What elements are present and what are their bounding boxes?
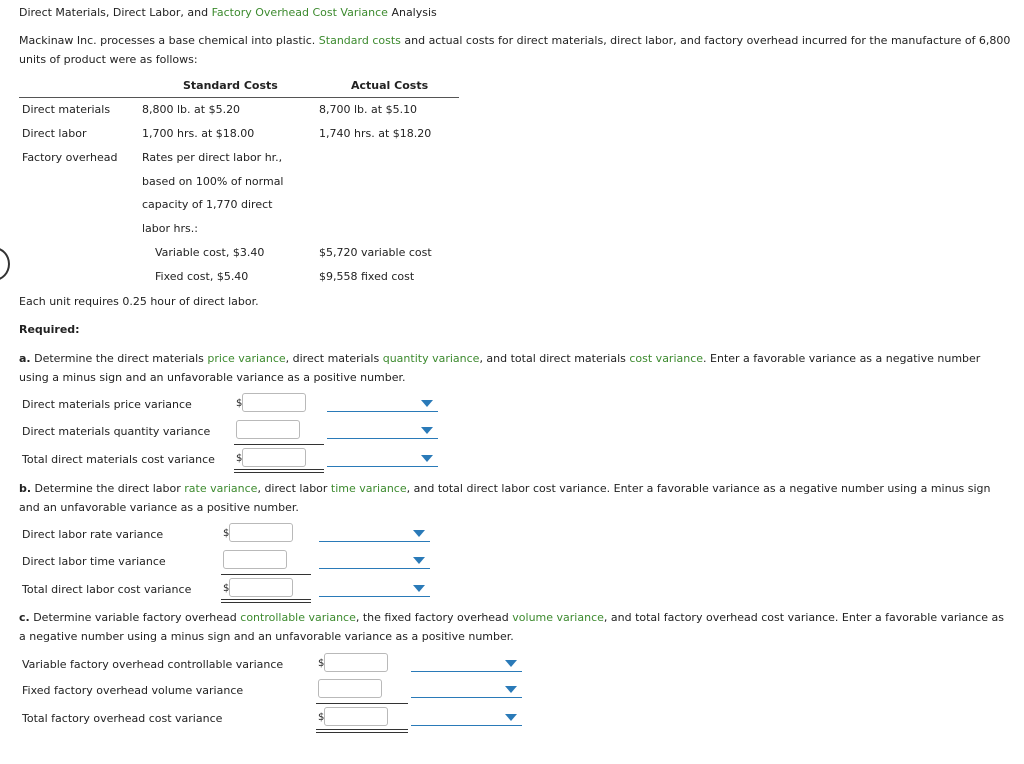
standard-direct-labor: 1,700 hrs. at $18.00: [142, 127, 255, 140]
currency-symbol: $: [236, 398, 243, 409]
side-tab-circle[interactable]: [0, 247, 10, 281]
dm-total-variance-label: Total direct materials cost variance: [22, 453, 215, 466]
currency-symbol: $: [223, 583, 230, 594]
overhead-rate-line: based on 100% of normal: [142, 175, 284, 188]
total-double-underline: [221, 599, 311, 603]
foh-total-variance-select[interactable]: [411, 710, 522, 726]
row-label-factory-overhead: Factory overhead: [22, 151, 118, 164]
foh-total-variance-label: Total factory overhead cost variance: [22, 712, 223, 725]
dl-rate-variance-input[interactable]: [229, 523, 293, 542]
chevron-down-icon: [413, 530, 425, 537]
dl-time-variance-input[interactable]: [223, 550, 287, 569]
foh-volume-variance-label: Fixed factory overhead volume variance: [22, 684, 244, 697]
foh-volume-variance-select[interactable]: [411, 682, 522, 698]
cost-variance-link[interactable]: cost variance: [629, 352, 704, 365]
foh-controllable-variance-input[interactable]: [324, 653, 388, 672]
subtotal-underline: [234, 444, 324, 445]
price-variance-link[interactable]: price variance: [207, 352, 286, 365]
dm-price-variance-select[interactable]: [327, 396, 438, 412]
chevron-down-icon: [413, 585, 425, 592]
currency-symbol: $: [318, 712, 325, 723]
chevron-down-icon: [413, 557, 425, 564]
currency-symbol: $: [223, 528, 230, 539]
actual-costs-header: Actual Costs: [351, 79, 429, 92]
controllable-variance-link[interactable]: controllable variance: [240, 611, 356, 624]
actual-fixed-cost: $9,558 fixed cost: [319, 270, 415, 283]
standard-fixed-cost: Fixed cost, $5.40: [155, 270, 249, 283]
overhead-rate-line: labor hrs.:: [142, 222, 198, 235]
dm-quantity-variance-select[interactable]: [327, 423, 438, 439]
direct-labor-note: Each unit requires 0.25 hour of direct labor.: [19, 295, 259, 308]
volume-variance-link[interactable]: volume variance: [512, 611, 604, 624]
dl-time-variance-select[interactable]: [319, 553, 430, 569]
chevron-down-icon: [505, 686, 517, 693]
part-c-instructions: c. Determine variable factory overhead controllable variance, the fixed factory overhead volume variance, and total factory overhead cost variance. Enter a favorable variance as a negative number using a minus sign and an unfavorable variance as a positive number.: [19, 611, 1004, 643]
standard-costs-link[interactable]: Standard costs: [318, 34, 401, 47]
dm-quantity-variance-input[interactable]: [236, 420, 300, 439]
subtotal-underline: [221, 574, 311, 575]
overhead-rate-line: capacity of 1,770 direct: [142, 198, 273, 211]
dm-quantity-variance-label: Direct materials quantity variance: [22, 425, 211, 438]
total-double-underline: [234, 469, 324, 473]
dm-total-variance-input[interactable]: [242, 448, 306, 467]
dl-rate-variance-label: Direct labor rate variance: [22, 528, 164, 541]
dl-rate-variance-select[interactable]: [319, 526, 430, 542]
currency-symbol: $: [236, 453, 243, 464]
table-header-rule: [19, 97, 459, 98]
row-label-direct-labor: Direct labor: [22, 127, 87, 140]
page-title: Direct Materials, Direct Labor, and Factory Overhead Cost Variance Analysis: [19, 6, 437, 19]
intro-paragraph: Mackinaw Inc. processes a base chemical into plastic. Standard costs and actual costs for direct materials, direct labor, and factory overhead incurred for the manufacture of 6,800 units of product were as follows:: [19, 34, 1011, 66]
actual-direct-labor: 1,740 hrs. at $18.20: [319, 127, 432, 140]
standard-variable-cost: Variable cost, $3.40: [155, 246, 265, 259]
foh-controllable-variance-label: Variable factory overhead controllable variance: [22, 658, 284, 671]
glossary-link[interactable]: Factory Overhead Cost Variance: [211, 6, 388, 19]
chevron-down-icon: [505, 714, 517, 721]
dm-price-variance-label: Direct materials price variance: [22, 398, 192, 411]
dm-total-variance-select[interactable]: [327, 451, 438, 467]
foh-controllable-variance-select[interactable]: [411, 656, 522, 672]
dm-price-variance-input[interactable]: [242, 393, 306, 412]
required-heading: Required:: [19, 323, 80, 336]
dl-total-variance-label: Total direct labor cost variance: [22, 583, 192, 596]
foh-volume-variance-input[interactable]: [318, 679, 382, 698]
standard-costs-header: Standard Costs: [183, 79, 278, 92]
foh-total-variance-input[interactable]: [324, 707, 388, 726]
dl-total-variance-select[interactable]: [319, 581, 430, 597]
actual-variable-cost: $5,720 variable cost: [319, 246, 432, 259]
part-b-instructions: b. Determine the direct labor rate variance, direct labor time variance, and total direct labor cost variance. Enter a favorable variance as a negative number using a minus sign and an unfavorable variance as a positive number.: [19, 482, 991, 514]
chevron-down-icon: [421, 455, 433, 462]
chevron-down-icon: [505, 660, 517, 667]
overhead-rate-line: Rates per direct labor hr.,: [142, 151, 283, 164]
row-label-direct-materials: Direct materials: [22, 103, 111, 116]
chevron-down-icon: [421, 427, 433, 434]
currency-symbol: $: [318, 658, 325, 669]
dl-time-variance-label: Direct labor time variance: [22, 555, 166, 568]
subtotal-underline: [316, 703, 408, 704]
standard-direct-materials: 8,800 lb. at $5.20: [142, 103, 241, 116]
quantity-variance-link[interactable]: quantity variance: [382, 352, 480, 365]
rate-variance-link[interactable]: rate variance: [184, 482, 258, 495]
chevron-down-icon: [421, 400, 433, 407]
part-a-instructions: a. Determine the direct materials price variance, direct materials quantity variance, and total direct materials cost variance. Enter a favorable variance as a negative number using a minus sign and an unfavorable variance as a positive number.: [19, 352, 981, 384]
dl-total-variance-input[interactable]: [229, 578, 293, 597]
time-variance-link[interactable]: time variance: [330, 482, 407, 495]
total-double-underline: [316, 729, 408, 733]
actual-direct-materials: 8,700 lb. at $5.10: [319, 103, 418, 116]
